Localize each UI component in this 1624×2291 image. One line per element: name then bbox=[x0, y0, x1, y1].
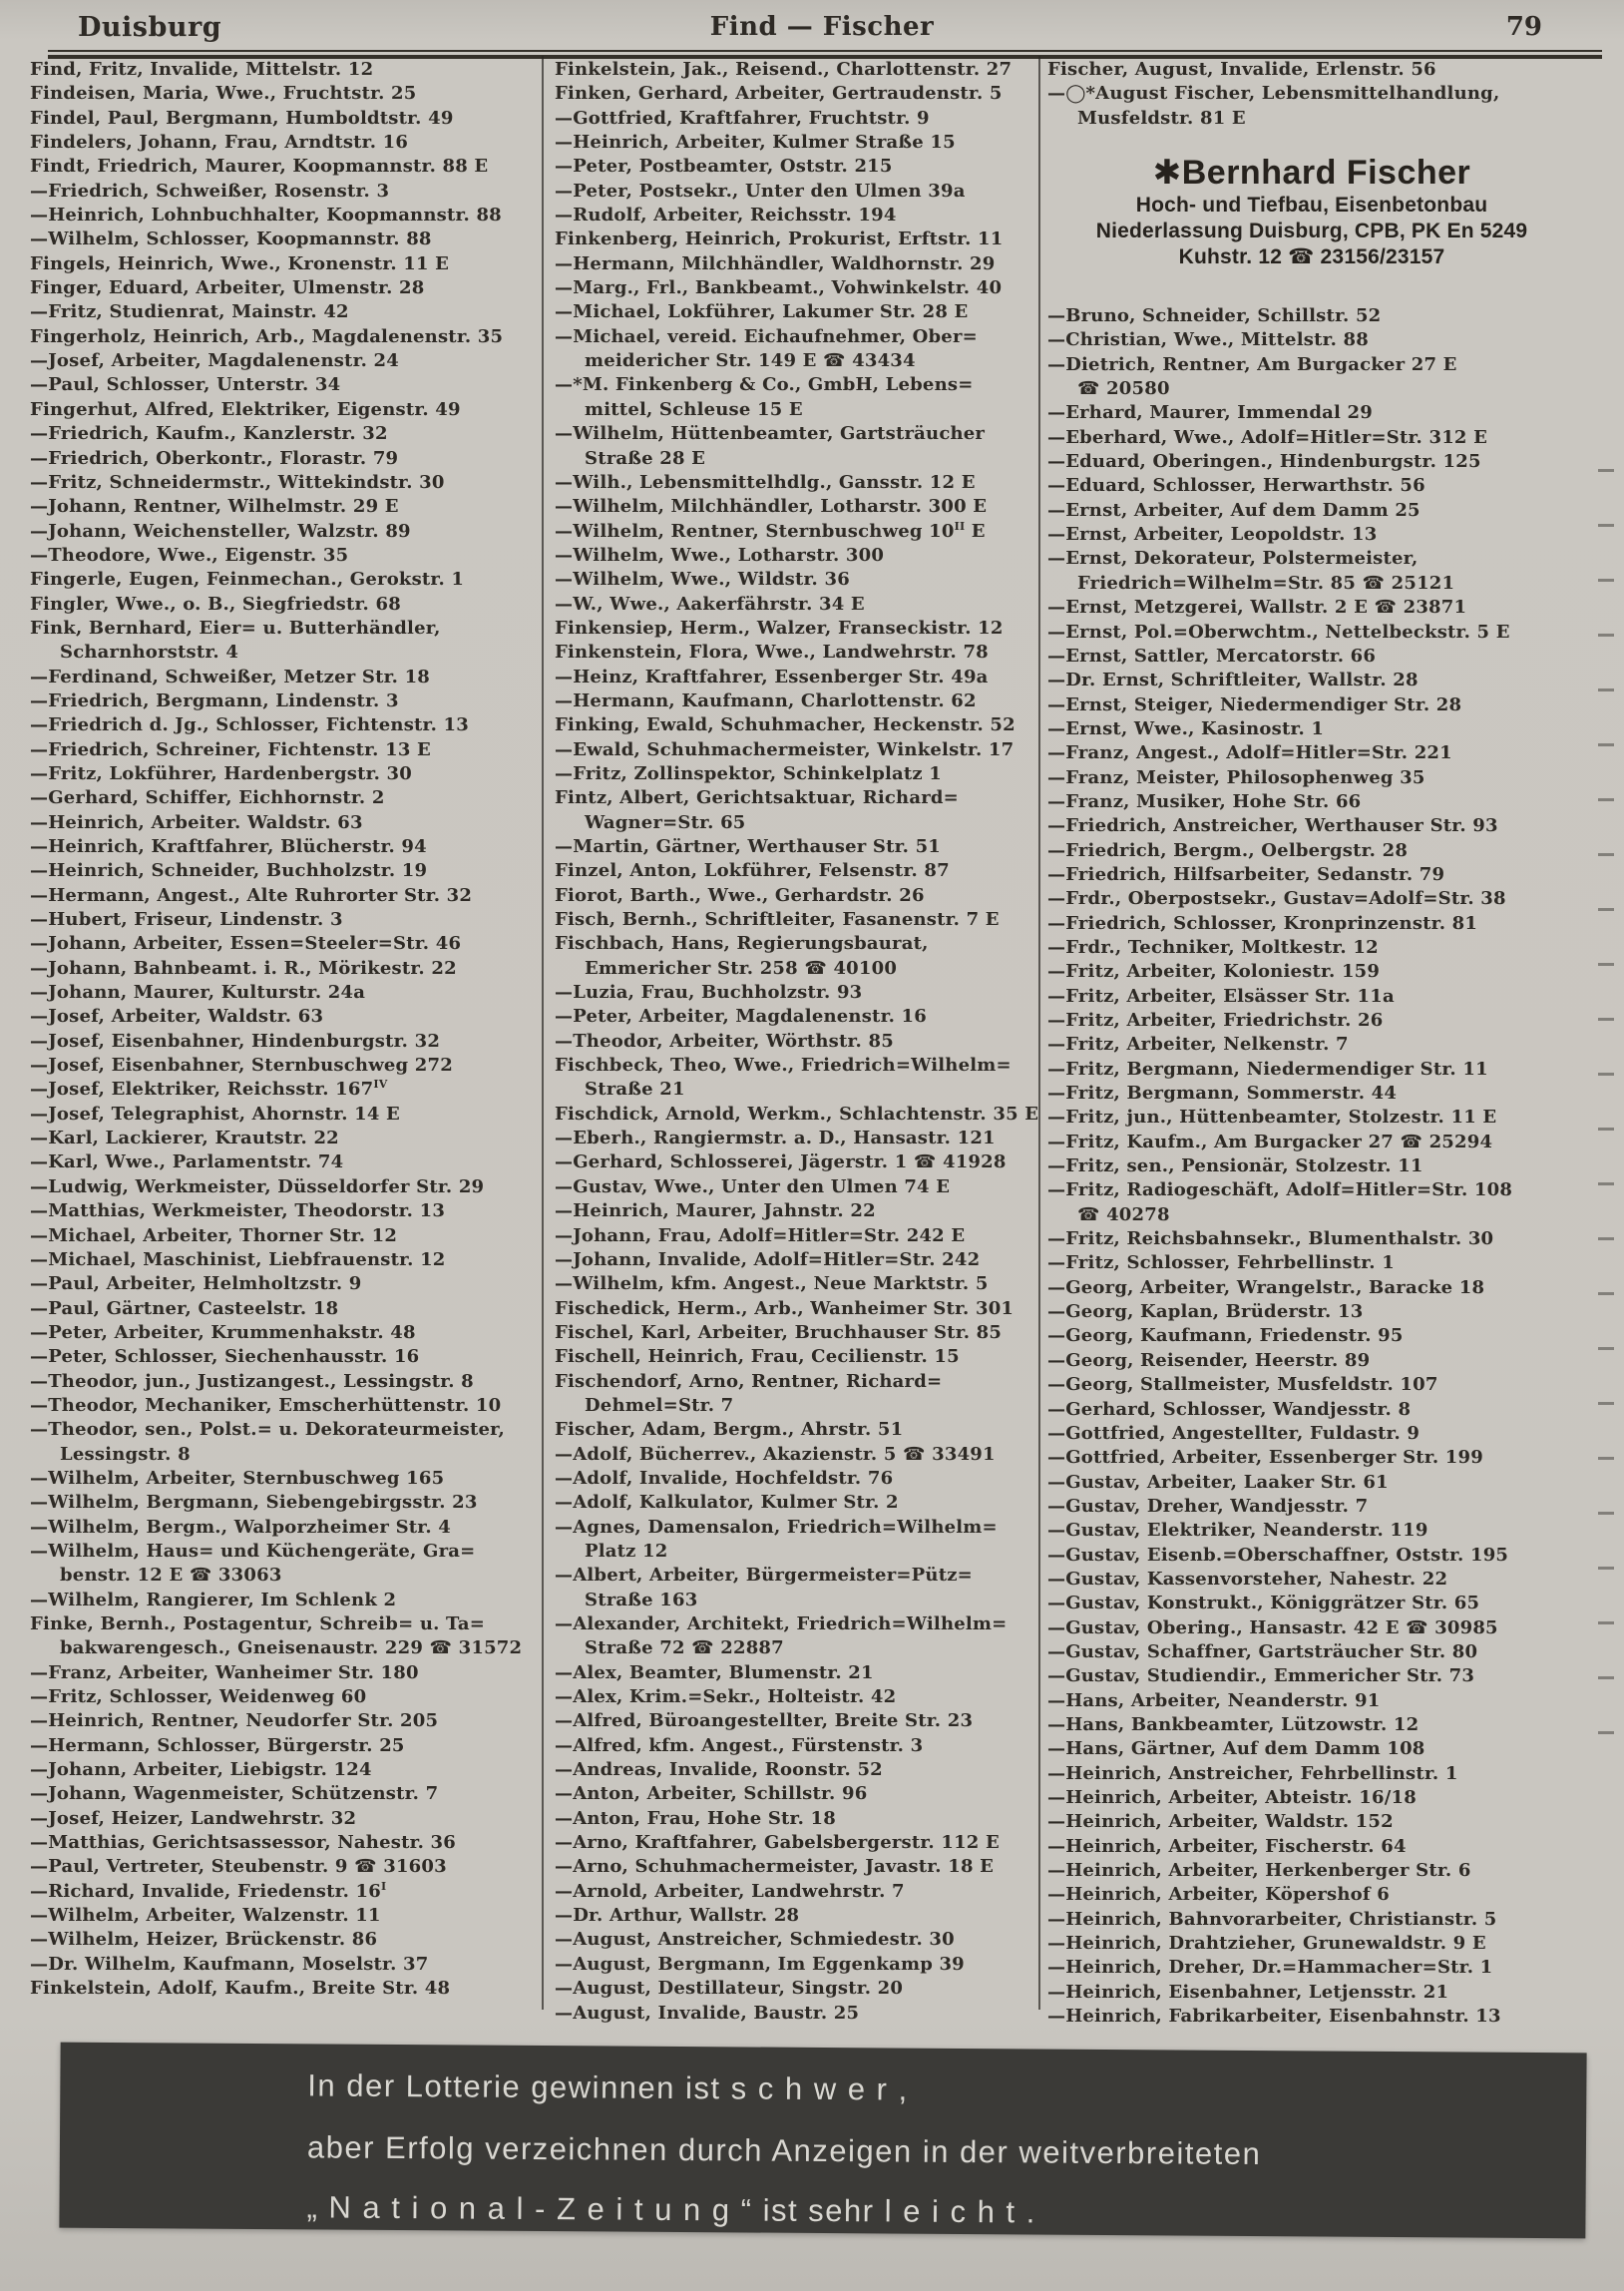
column-3-entries bbox=[1047, 304, 1612, 2029]
directory-entry: Scharnhorststr. 4 bbox=[60, 642, 239, 664]
directory-entry: Finger, Eduard, Arbeiter, Ulmenstr. 28 bbox=[30, 277, 425, 299]
directory-entry: Fisch, Bernh., Schriftleiter, Fasanenstr. 7 E bbox=[555, 909, 1000, 931]
directory-entry: —Heinrich, Maurer, Jahnstr. 22 bbox=[555, 1200, 876, 1222]
directory-entry: Straße 72 ☎ 22887 bbox=[585, 1637, 784, 1659]
banner-line-1: In der Lotterie gewinnen ist s c h w e r , bbox=[307, 2067, 909, 2107]
directory-entry: Friedrich=Wilhelm=Str. 85 ☎ 25121 bbox=[1077, 572, 1455, 594]
ad-star-icon: ✱ bbox=[1152, 154, 1182, 193]
ad-title bbox=[1047, 153, 1576, 193]
directory-entry: —Erhard, Maurer, Immendal 29 bbox=[1047, 402, 1373, 424]
bernhard-fischer-ad bbox=[1047, 153, 1576, 270]
directory-entry: Fingerle, Eugen, Feinmechan., Gerokstr. 1 bbox=[30, 569, 465, 591]
directory-entry: —Gustav, Schaffner, Gartsträucher Str. 80 bbox=[1047, 1640, 1478, 1662]
directory-entry: Findel, Paul, Bergmann, Humboldtstr. 49 bbox=[30, 107, 454, 129]
lottery-ad-banner bbox=[59, 2043, 1586, 2239]
directory-entry: Finken, Gerhard, Arbeiter, Gertraudenstr. 5 bbox=[555, 83, 1003, 105]
column-3 bbox=[1047, 58, 1612, 2029]
directory-entry: —Gottfried, Arbeiter, Essenberger Str. 199 bbox=[1047, 1447, 1483, 1469]
directory-entry: Fischedick, Herm., Arb., Wanheimer Str. 301 bbox=[555, 1297, 1015, 1319]
directory-entry: —Fritz, sen., Pensionär, Stolzestr. 11 bbox=[1047, 1155, 1423, 1177]
directory-entry: —Fritz, Zollinspektor, Schinkelplatz 1 bbox=[555, 762, 943, 784]
directory-entry: —Ernst, Sattler, Mercatorstr. 66 bbox=[1047, 645, 1377, 667]
directory-entry: —Rudolf, Arbeiter, Reichsstr. 194 bbox=[555, 205, 897, 227]
directory-entry: —Fritz, Bergmann, Niedermendiger Str. 11 bbox=[1047, 1058, 1488, 1080]
directory-entry: —Wilhelm, Haus= und Küchengeräte, Gra= bbox=[30, 1540, 476, 1562]
directory-entry: —Paul, Gärtner, Casteelstr. 18 bbox=[30, 1297, 339, 1319]
directory-entry: —Heinrich, Arbeiter, Köpershof 6 bbox=[1047, 1884, 1391, 1906]
page-number: 79 bbox=[1505, 12, 1542, 42]
column-divider-2 bbox=[1038, 56, 1040, 2010]
directory-entry: —Gustav, Eisenb.=Oberschaffner, Oststr. 195 bbox=[1047, 1544, 1509, 1566]
directory-entry: Fischendorf, Arno, Rentner, Richard= bbox=[555, 1370, 943, 1392]
directory-entry: Lessingstr. 8 bbox=[60, 1443, 191, 1465]
directory-entry: —Michael, vereid. Eichaufnehmer, Ober= bbox=[555, 325, 978, 347]
directory-entry: —Heinrich, Bahnvorarbeiter, Christianstr. 5 bbox=[1047, 1908, 1497, 1930]
directory-entry: —Gustav, Konstrukt., Königgrätzer Str. 65 bbox=[1047, 1593, 1480, 1614]
directory-entry: —Josef, Elektriker, Reichsstr. $167^{IV}$ bbox=[30, 1078, 388, 1101]
directory-entry: —Peter, Arbeiter, Krummenhakstr. 48 bbox=[30, 1321, 416, 1343]
directory-entry: —Josef, Arbeiter, Waldstr. 63 bbox=[30, 1006, 324, 1028]
ad-address-line: Kuhstr. 12 ☎ 23156/23157 bbox=[1178, 245, 1445, 269]
directory-entry: —Paul, Schlosser, Unterstr. 34 bbox=[30, 374, 341, 396]
directory-entry: —Johann, Maurer, Kulturstr. 24a bbox=[30, 982, 366, 1004]
header-name-range: Find — Fischer bbox=[709, 12, 935, 42]
directory-entry: —Bruno, Schneider, Schillstr. 52 bbox=[1047, 305, 1382, 327]
directory-entry: —Gustav, Kassenvorsteher, Nahestr. 22 bbox=[1047, 1568, 1448, 1590]
directory-entry: —Dr. Ernst, Schriftleiter, Wallstr. 28 bbox=[1047, 670, 1419, 691]
ad-company-name: Bernhard Fischer bbox=[1181, 154, 1471, 193]
directory-entry: Fingels, Heinrich, Wwe., Kronenstr. 11 E bbox=[30, 252, 450, 274]
directory-entry: —Arno, Schuhmachermeister, Javastr. 18 E bbox=[555, 1856, 995, 1878]
directory-entry: —Hermann, Milchhändler, Waldhornstr. 29 bbox=[555, 252, 996, 274]
directory-entry: Musfeldstr. 81 E bbox=[1077, 107, 1246, 129]
directory-entry: —Richard, Invalide, Friedenstr. $16^I$ bbox=[30, 1879, 387, 1902]
directory-entry: —Ludwig, Werkmeister, Düsseldorfer Str. 29 bbox=[30, 1175, 485, 1197]
directory-entry: —Heinz, Kraftfahrer, Essenberger Str. 49a bbox=[555, 666, 989, 687]
directory-entry: Straße 21 bbox=[585, 1079, 685, 1101]
directory-entry: Fiorot, Barth., Wwe., Gerhardstr. 26 bbox=[555, 884, 925, 906]
directory-entry: Dehmel=Str. 7 bbox=[585, 1394, 734, 1416]
directory-entry: Findeisen, Maria, Wwe., Fruchtstr. 25 bbox=[30, 83, 417, 105]
directory-entry: —Wilhelm, Arbeiter, Walzenstr. 11 bbox=[30, 1905, 381, 1927]
directory-entry: ☎ 20580 bbox=[1077, 378, 1170, 400]
directory-entry: Fink, Bernhard, Eier= u. Butterhändler, bbox=[30, 617, 441, 639]
directory-entry: —Martin, Gärtner, Werthauser Str. 51 bbox=[555, 836, 942, 857]
directory-entry: —Friedrich, Schweißer, Rosenstr. 3 bbox=[30, 180, 390, 202]
directory-entry: —Alexander, Architekt, Friedrich=Wilhelm= bbox=[555, 1613, 1008, 1634]
directory-entry: —Johann, Bahnbeamt. i. R., Mörikestr. 22 bbox=[30, 957, 457, 979]
directory-entry: —Heinrich, Dreher, Dr.=Hammacher=Str. 1 bbox=[1047, 1957, 1493, 1979]
directory-entry: Fingerhut, Alfred, Elektriker, Eigenstr. 49 bbox=[30, 398, 461, 420]
directory-entry: —Gustav, Dreher, Wandjesstr. 7 bbox=[1047, 1495, 1369, 1517]
directory-entry: Fingler, Wwe., o. B., Siegfriedstr. 68 bbox=[30, 593, 401, 615]
directory-entry: —Heinrich, Arbeiter, Abteistr. 16/18 bbox=[1047, 1787, 1417, 1808]
directory-entry: —Franz, Musiker, Hohe Str. 66 bbox=[1047, 790, 1362, 812]
directory-entry: —Ernst, Arbeiter, Auf dem Damm 25 bbox=[1047, 499, 1421, 521]
directory-entry: —Michael, Arbeiter, Thorner Str. 12 bbox=[30, 1224, 398, 1246]
directory-entry: —Fritz, Arbeiter, Nelkenstr. 7 bbox=[1047, 1034, 1349, 1056]
directory-entry: —Fritz, jun., Hüttenbeamter, Stolzestr. 11 E bbox=[1047, 1107, 1497, 1129]
directory-entry: —Gerhard, Schiffer, Eichhornstr. 2 bbox=[30, 787, 385, 809]
directory-entry: —Theodor, jun., Justizangest., Lessingstr. 8 bbox=[30, 1370, 474, 1392]
directory-entry: —Heinrich, Schneider, Buchholzstr. 19 bbox=[30, 860, 428, 882]
directory-entry: —Johann, Arbeiter, Liebigstr. 124 bbox=[30, 1759, 372, 1781]
banner-line-3: „ N a t i o n a l - Z e i t u n g “ ist sehr l e i c h t . bbox=[306, 2189, 1036, 2230]
directory-entry: —Eduard, Oberingen., Hindenburgstr. 125 bbox=[1047, 451, 1481, 473]
directory-entry: —Josef, Telegraphist, Ahornstr. 14 E bbox=[30, 1103, 400, 1125]
directory-entry: —Eberh., Rangiermstr. a. D., Hansastr. 121 bbox=[555, 1128, 996, 1149]
directory-entry: —Michael, Maschinist, Liebfrauenstr. 12 bbox=[30, 1248, 446, 1270]
directory-entry: —Johann, Arbeiter, Essen=Steeler=Str. 46 bbox=[30, 933, 462, 955]
directory-entry: Fintz, Albert, Gerichtsaktuar, Richard= bbox=[555, 787, 959, 809]
directory-entry: benstr. 12 E ☎ 33063 bbox=[60, 1565, 282, 1587]
directory-entry: —Wilhelm, Bergmann, Siebengebirgsstr. 23 bbox=[30, 1492, 478, 1514]
directory-entry: —Wilhelm, Bergm., Walporzheimer Str. 4 bbox=[30, 1516, 451, 1538]
directory-entry: —Friedrich, Oberkontr., Florastr. 79 bbox=[30, 447, 399, 469]
directory-entry: Fischbeck, Theo, Wwe., Friedrich=Wilhelm= bbox=[555, 1055, 1012, 1077]
directory-entry: —Friedrich, Bergmann, Lindenstr. 3 bbox=[30, 689, 399, 711]
directory-entry: —Wilhelm, Heizer, Brückenstr. 86 bbox=[30, 1929, 378, 1951]
directory-entry: —Gustav, Wwe., Unter den Ulmen 74 E bbox=[555, 1175, 951, 1197]
directory-entry: Finke, Bernh., Postagentur, Schreib= u. Ta= bbox=[30, 1613, 486, 1634]
directory-entry: —Dr. Arthur, Wallstr. 28 bbox=[555, 1905, 800, 1927]
directory-entry: —Wilhelm, Wwe., Lotharstr. 300 bbox=[555, 544, 885, 566]
directory-entry: —Matthias, Werkmeister, Theodorstr. 13 bbox=[30, 1200, 446, 1222]
directory-entry: —Wilhelm, Milchhändler, Lotharstr. 300 E bbox=[555, 496, 988, 518]
directory-entry: —W., Wwe., Aakerfährstr. 34 E bbox=[555, 593, 865, 615]
ad-business-line: Hoch- und Tiefbau, Eisenbetonbau bbox=[1135, 194, 1488, 218]
directory-entry: —Johann, Invalide, Adolf=Hitler=Str. 242 bbox=[555, 1248, 981, 1270]
directory-entry: —August, Invalide, Baustr. 25 bbox=[555, 2002, 860, 2024]
directory-entry: —Friedrich, Schreiner, Fichtenstr. 13 E bbox=[30, 738, 431, 760]
directory-entry: —Luzia, Frau, Buchholzstr. 93 bbox=[555, 982, 863, 1004]
directory-entry: —Marg., Frl., Bankbeamt., Vohwinkelstr. 40 bbox=[555, 277, 1003, 299]
directory-entry: —Heinrich, Arbeiter, Kulmer Straße 15 bbox=[555, 132, 956, 154]
directory-entry: —Josef, Eisenbahner, Hindenburgstr. 32 bbox=[30, 1030, 441, 1052]
directory-entry: —Wilhelm, Wwe., Wildstr. 36 bbox=[555, 569, 850, 591]
directory-entry: —Christian, Wwe., Mittelstr. 88 bbox=[1047, 329, 1370, 351]
directory-entry: —Friedrich, Hilfsarbeiter, Sedanstr. 79 bbox=[1047, 863, 1445, 885]
directory-entry: Findt, Friedrich, Maurer, Koopmannstr. 88 E bbox=[30, 156, 489, 178]
directory-entry: —Anton, Arbeiter, Schillstr. 96 bbox=[555, 1783, 868, 1805]
directory-entry: —Fritz, Lokführer, Hardenbergstr. 30 bbox=[30, 762, 412, 784]
directory-entry: —Wilhelm, Arbeiter, Sternbuschweg 165 bbox=[30, 1467, 445, 1489]
directory-entry: —Fritz, Radiogeschäft, Adolf=Hitler=Str. 108 bbox=[1047, 1179, 1513, 1201]
directory-entry: —Friedrich, Kaufm., Kanzlerstr. 32 bbox=[30, 423, 388, 445]
banner-line-2: aber Erfolg verzeichnen durch Anzeigen in der weitverbreiteten bbox=[306, 2129, 1262, 2172]
column-3-top-entries bbox=[1047, 58, 1612, 131]
column-2 bbox=[555, 58, 1039, 2026]
directory-entry: —Gustav, Elektriker, Neanderstr. 119 bbox=[1047, 1520, 1428, 1542]
directory-entry: Straße 28 E bbox=[585, 447, 706, 469]
directory-entry: —Franz, Angest., Adolf=Hitler=Str. 221 bbox=[1047, 742, 1452, 764]
column-divider-1 bbox=[542, 56, 544, 2010]
directory-entry: —Heinrich, Arbeiter. Waldstr. 63 bbox=[30, 811, 363, 833]
directory-entry: —Ewald, Schuhmachermeister, Winkelstr. 17 bbox=[555, 738, 1015, 760]
directory-entry: —Fritz, Schlosser, Fehrbellinstr. 1 bbox=[1047, 1252, 1395, 1274]
directory-entry: —Heinrich, Fabrikarbeiter, Eisenbahnstr. 13 bbox=[1047, 2006, 1501, 2028]
directory-entry: —Anton, Frau, Hohe Str. 18 bbox=[555, 1807, 836, 1829]
directory-entry: Platz 12 bbox=[585, 1540, 668, 1562]
page-header bbox=[50, 12, 1594, 48]
directory-entry: —Johann, Rentner, Wilhelmstr. 29 E bbox=[30, 496, 399, 518]
directory-entry: Finkensiep, Herm., Walzer, Franseckistr. 12 bbox=[555, 617, 1004, 639]
directory-entry: —Georg, Kaufmann, Friedenstr. 95 bbox=[1047, 1325, 1404, 1347]
directory-entry: —*M. Finkenberg & Co., GmbH, Lebens= bbox=[555, 374, 974, 396]
directory-entry: —Fritz, Arbeiter, Elsässer Str. 11a bbox=[1047, 985, 1395, 1007]
directory-entry: Fingerholz, Heinrich, Arb., Magdalenenstr. 35 bbox=[30, 325, 504, 347]
directory-entry: —Josef, Arbeiter, Magdalenenstr. 24 bbox=[30, 350, 399, 372]
directory-entry: —Alfred, Büroangestellter, Breite Str. 23 bbox=[555, 1710, 974, 1732]
directory-entry: —Albert, Arbeiter, Bürgermeister=Pütz= bbox=[555, 1565, 973, 1587]
directory-entry: —Paul, Vertreter, Steubenstr. 9 ☎ 31603 bbox=[30, 1856, 447, 1878]
directory-entry: —Dietrich, Rentner, Am Burgacker 27 E bbox=[1047, 353, 1457, 375]
directory-entry: Finking, Ewald, Schuhmacher, Heckenstr. 52 bbox=[555, 714, 1015, 736]
directory-entry: —Peter, Arbeiter, Magdalenenstr. 16 bbox=[555, 1006, 927, 1028]
directory-entry: —Heinrich, Arbeiter, Herkenberger Str. 6 bbox=[1047, 1860, 1471, 1882]
directory-entry: —Friedrich, Anstreicher, Werthauser Str. 93 bbox=[1047, 815, 1498, 837]
directory-entry: —Friedrich d. Jg., Schlosser, Fichtenstr. 13 bbox=[30, 714, 469, 736]
directory-entry: Finkelstein, Jak., Reisend., Charlottenstr. 27 bbox=[555, 59, 1013, 80]
directory-entry: —Gerhard, Schlosserei, Jägerstr. 1 ☎ 41928 bbox=[555, 1151, 1007, 1173]
directory-entry: —Heinrich, Eisenbahner, Letjensstr. 21 bbox=[1047, 1981, 1449, 2003]
directory-entry: —Josef, Heizer, Landwehrstr. 32 bbox=[30, 1807, 357, 1829]
directory-entry: —Friedrich, Schlosser, Kronprinzenstr. 81 bbox=[1047, 912, 1478, 934]
directory-entry: —Wilhelm, kfm. Angest., Neue Marktstr. 5 bbox=[555, 1273, 989, 1295]
directory-entry: ☎ 40278 bbox=[1077, 1203, 1170, 1225]
directory-entry: —Josef, Eisenbahner, Sternbuschweg 272 bbox=[30, 1055, 453, 1077]
directory-entry: —Frdr., Oberpostsekr., Gustav=Adolf=Str. 38 bbox=[1047, 888, 1506, 910]
directory-entry: —Franz, Meister, Philosophenweg 35 bbox=[1047, 766, 1425, 788]
directory-entry: —Heinrich, Arbeiter, Fischerstr. 64 bbox=[1047, 1835, 1407, 1857]
directory-entry: —Johann, Weichensteller, Walzstr. 89 bbox=[30, 520, 411, 542]
directory-entry: Emmericher Str. 258 ☎ 40100 bbox=[585, 957, 898, 979]
directory-entry: —Eduard, Schlosser, Herwarthstr. 56 bbox=[1047, 475, 1425, 497]
directory-entry: —Fritz, Arbeiter, Koloniestr. 159 bbox=[1047, 961, 1381, 983]
directory-entry: —Georg, Kaplan, Brüderstr. 13 bbox=[1047, 1301, 1364, 1323]
directory-entry: Fischell, Heinrich, Frau, Cecilienstr. 15 bbox=[555, 1346, 960, 1368]
directory-entry: —Friedrich, Bergm., Oelbergstr. 28 bbox=[1047, 839, 1409, 861]
directory-entry: —Arno, Kraftfahrer, Gabelsbergerstr. 112 E bbox=[555, 1832, 1000, 1854]
directory-entry: —Theodor, Arbeiter, Wörthstr. 85 bbox=[555, 1030, 894, 1052]
directory-entry: Finkenstein, Flora, Wwe., Landwehrstr. 78 bbox=[555, 642, 989, 664]
header-rule-thin bbox=[48, 50, 1602, 52]
directory-entry: —Karl, Lackierer, Krautstr. 22 bbox=[30, 1128, 339, 1149]
directory-entry: —Georg, Stallmeister, Musfeldstr. 107 bbox=[1047, 1374, 1438, 1396]
directory-entry: —Heinrich, Drahtzieher, Grunewaldstr. 9 E bbox=[1047, 1933, 1486, 1955]
directory-entry: —Wilhelm, Rangierer, Im Schlenk 2 bbox=[30, 1589, 397, 1610]
directory-entry: —Hans, Arbeiter, Neanderstr. 91 bbox=[1047, 1689, 1381, 1711]
directory-entry: —Hermann, Kaufmann, Charlottenstr. 62 bbox=[555, 689, 977, 711]
directory-entry: —Hermann, Schlosser, Bürgerstr. 25 bbox=[30, 1734, 405, 1756]
directory-entry: —Fritz, Bergmann, Sommerstr. 44 bbox=[1047, 1083, 1398, 1105]
directory-entry: —Fritz, Schlosser, Weidenweg 60 bbox=[30, 1686, 367, 1708]
directory-entry: —Arnold, Arbeiter, Landwehrstr. 7 bbox=[555, 1880, 905, 1902]
directory-entry: bakwarengesch., Gneisenaustr. 229 ☎ 31572 bbox=[60, 1637, 523, 1659]
directory-entry: —August, Anstreicher, Schmiedestr. 30 bbox=[555, 1929, 955, 1951]
directory-entry: Finkelstein, Adolf, Kaufm., Breite Str. 48 bbox=[30, 1978, 451, 2000]
directory-entry: —Heinrich, Anstreicher, Fehrbellinstr. 1 bbox=[1047, 1762, 1458, 1784]
directory-entry: —Agnes, Damensalon, Friedrich=Wilhelm= bbox=[555, 1516, 998, 1538]
directory-entry: Find, Fritz, Invalide, Mittelstr. 12 bbox=[30, 59, 374, 80]
directory-entry: —Wilhelm, Hüttenbeamter, Gartsträucher bbox=[555, 423, 986, 445]
directory-entry: —Eberhard, Wwe., Adolf=Hitler=Str. 312 E bbox=[1047, 426, 1488, 448]
directory-entry: Wagner=Str. 65 bbox=[585, 811, 746, 833]
page-edge-print-bleed bbox=[1598, 469, 1614, 1786]
directory-entry: —Wilh., Lebensmittelhdlg., Gansstr. 12 E bbox=[555, 471, 976, 493]
column-1 bbox=[30, 58, 543, 2002]
directory-entry: —August, Bergmann, Im Eggenkamp 39 bbox=[555, 1953, 965, 1975]
directory-entry: —Theodore, Wwe., Eigenstr. 35 bbox=[30, 544, 349, 566]
directory-entry: —Peter, Postsekr., Unter den Ulmen 39a bbox=[555, 180, 966, 202]
directory-entry: —Ernst, Dekorateur, Polstermeister, bbox=[1047, 548, 1419, 570]
directory-entry: —Fritz, Studienrat, Mainstr. 42 bbox=[30, 301, 349, 323]
directory-entry: —Fritz, Kaufm., Am Burgacker 27 ☎ 25294 bbox=[1047, 1131, 1493, 1152]
directory-entry: —Ernst, Steiger, Niedermendiger Str. 28 bbox=[1047, 693, 1462, 715]
directory-entry: —Andreas, Invalide, Roonstr. 52 bbox=[555, 1759, 883, 1781]
directory-entry: —Ernst, Pol.=Oberwchtm., Nettelbeckstr. 5 E bbox=[1047, 621, 1510, 643]
directory-entry: Fischel, Karl, Arbeiter, Bruchhauser Str. 85 bbox=[555, 1321, 1003, 1343]
directory-entry: —Johann, Wagenmeister, Schützenstr. 7 bbox=[30, 1783, 439, 1805]
directory-entry: —Frdr., Techniker, Moltkestr. 12 bbox=[1047, 936, 1379, 958]
directory-entry: —Adolf, Kalkulator, Kulmer Str. 2 bbox=[555, 1492, 899, 1514]
directory-entry: —Adolf, Bücherrev., Akazienstr. 5 ☎ 33491 bbox=[555, 1443, 996, 1465]
directory-entry: —Peter, Schlosser, Siechenhausstr. 16 bbox=[30, 1346, 420, 1368]
directory-entry: —Heinrich, Rentner, Neudorfer Str. 205 bbox=[30, 1710, 439, 1732]
directory-entry: —Heinrich, Lohnbuchhalter, Koopmannstr. 88 bbox=[30, 205, 502, 227]
directory-entry: —Hermann, Angest., Alte Ruhrorter Str. 32 bbox=[30, 884, 473, 906]
directory-entry: —Gottfried, Kraftfahrer, Fruchtstr. 9 bbox=[555, 107, 930, 129]
directory-entry: —Karl, Wwe., Parlamentstr. 74 bbox=[30, 1151, 344, 1173]
directory-entry: —Theodor, sen., Polst.= u. Dekorateurmeister, bbox=[30, 1419, 505, 1441]
directory-entry: —Gustav, Studiendir., Emmericher Str. 73 bbox=[1047, 1665, 1475, 1687]
directory-entry: —Alex, Krim.=Sekr., Holteistr. 42 bbox=[555, 1686, 897, 1708]
directory-entry: —Georg, Arbeiter, Wrangelstr., Baracke 18 bbox=[1047, 1276, 1485, 1298]
directory-entry: —Fritz, Arbeiter, Friedrichstr. 26 bbox=[1047, 1010, 1384, 1031]
directory-entry: —Matthias, Gerichtsassessor, Nahestr. 36 bbox=[30, 1832, 456, 1854]
directory-entry: —Wilhelm, Rentner, Sternbuschweg $10^{II}$ E bbox=[555, 519, 986, 542]
directory-entry: —Wilhelm, Schlosser, Koopmannstr. 88 bbox=[30, 229, 432, 250]
directory-entry: —Gottfried, Angestellter, Fuldastr. 9 bbox=[1047, 1422, 1421, 1444]
directory-entry: —Theodor, Mechaniker, Emscherhüttenstr. 10 bbox=[30, 1394, 502, 1416]
header-city: Duisburg bbox=[78, 12, 222, 43]
directory-entry: —Heinrich, Kraftfahrer, Blücherstr. 94 bbox=[30, 836, 427, 857]
directory-entry: —Fritz, Schneidermstr., Wittekindstr. 30 bbox=[30, 471, 445, 493]
directory-entry: Fischbach, Hans, Regierungsbaurat, bbox=[555, 933, 929, 955]
directory-entry: —Ernst, Arbeiter, Leopoldstr. 13 bbox=[1047, 524, 1378, 546]
directory-entry: —Ernst, Wwe., Kasinostr. 1 bbox=[1047, 717, 1325, 739]
directory-entry: —Alex, Beamter, Blumenstr. 21 bbox=[555, 1661, 874, 1683]
directory-entry: —Gustav, Arbeiter, Laaker Str. 61 bbox=[1047, 1471, 1389, 1493]
directory-entry: Straße 163 bbox=[585, 1589, 698, 1610]
directory-entry: —Hubert, Friseur, Lindenstr. 3 bbox=[30, 909, 343, 931]
directory-entry: —Michael, Lokführer, Lakumer Str. 28 E bbox=[555, 301, 969, 323]
directory-entry: —Franz, Arbeiter, Wanheimer Str. 180 bbox=[30, 1661, 419, 1683]
directory-entry: —August, Destillateur, Singstr. 20 bbox=[555, 1978, 904, 2000]
directory-entry: —Ernst, Metzgerei, Wallstr. 2 E ☎ 23871 bbox=[1047, 597, 1467, 619]
directory-entry: mittel, Schleuse 15 E bbox=[585, 398, 803, 420]
directory-entry: Fischdick, Arnold, Werkm., Schlachtenstr. 35 E bbox=[555, 1103, 1039, 1125]
directory-entry: Fischer, August, Invalide, Erlenstr. 56 bbox=[1047, 59, 1436, 80]
directory-entry: —Johann, Frau, Adolf=Hitler=Str. 242 E bbox=[555, 1224, 966, 1246]
directory-entry: —Adolf, Invalide, Hochfeldstr. 76 bbox=[555, 1467, 894, 1489]
directory-entry: —Gustav, Obering., Hansastr. 42 E ☎ 30985 bbox=[1047, 1616, 1498, 1638]
directory-entry: meidericher Str. 149 E ☎ 43434 bbox=[585, 350, 916, 372]
directory-entry: —Fritz, Reichsbahnsekr., Blumenthalstr. 30 bbox=[1047, 1228, 1494, 1250]
directory-entry: Finkenberg, Heinrich, Prokurist, Erftstr. 11 bbox=[555, 229, 1004, 250]
directory-entry: —Gerhard, Schlosser, Wandjesstr. 8 bbox=[1047, 1398, 1412, 1420]
directory-entry: —Hans, Bankbeamter, Lützowstr. 12 bbox=[1047, 1713, 1420, 1735]
directory-entry: —Hans, Gärtner, Auf dem Damm 108 bbox=[1047, 1738, 1425, 1760]
directory-entry: —Heinrich, Arbeiter, Waldstr. 152 bbox=[1047, 1811, 1394, 1833]
ad-branch-line: Niederlassung Duisburg, CPB, PK En 5249 bbox=[1095, 220, 1528, 243]
directory-entry: —Ferdinand, Schweißer, Metzer Str. 18 bbox=[30, 666, 431, 687]
directory-entry: —Paul, Arbeiter, Helmholtzstr. 9 bbox=[30, 1273, 362, 1295]
directory-entry: Findelers, Johann, Frau, Arndtstr. 16 bbox=[30, 132, 409, 154]
directory-entry: —Alfred, kfm. Angest., Fürstenstr. 3 bbox=[555, 1734, 924, 1756]
directory-entry: —Peter, Postbeamter, Oststr. 215 bbox=[555, 156, 893, 178]
directory-entry: Finzel, Anton, Lokführer, Felsenstr. 87 bbox=[555, 860, 950, 882]
directory-entry: —◯*August Fischer, Lebensmittelhandlung, bbox=[1047, 83, 1500, 105]
directory-entry: —Georg, Reisender, Heerstr. 89 bbox=[1047, 1349, 1371, 1371]
directory-entry: —Dr. Wilhelm, Kaufmann, Moselstr. 37 bbox=[30, 1953, 429, 1975]
directory-entry: Fischer, Adam, Bergm., Ahrstr. 51 bbox=[555, 1419, 904, 1441]
